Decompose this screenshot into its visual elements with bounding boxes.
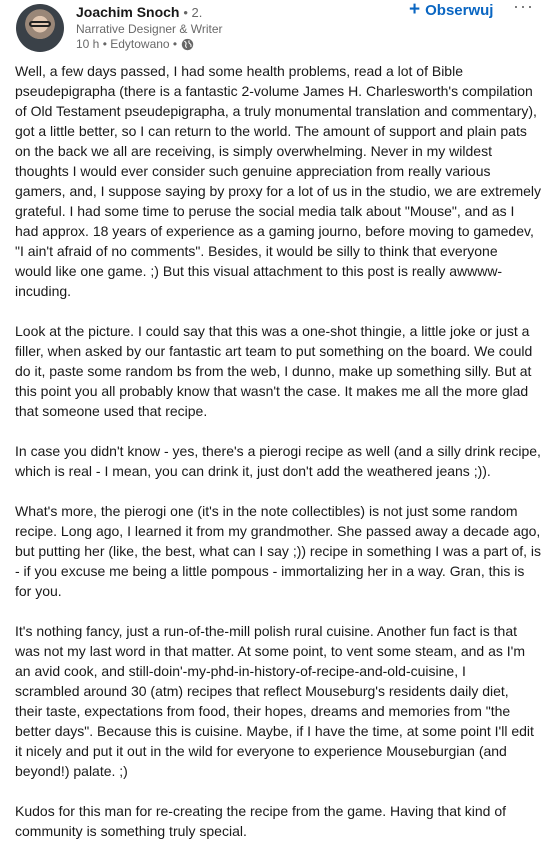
post-text-line: their taste, expectations from food, their hopes, dreams and memories from "the [15, 703, 511, 719]
author-name-line [76, 3, 202, 22]
post-text-line: do it, paste some random bs from the web, I dunno, make up something silly. But at [15, 363, 532, 379]
post-text-line: gamers, and, I suppose saying by proxy for a lot of us in the studio, we are extremely [15, 183, 542, 199]
plus-icon: + [409, 0, 421, 20]
post-text-line: which is real - I mean, you can drink it, just don't add the weathered jeans ;)). [15, 463, 491, 479]
post-meta [76, 37, 194, 52]
post-text-line: got a little better, so I can return to the world. The amount of support and plain pats [15, 123, 527, 139]
author-headline: Narrative Designer & Writer [76, 22, 223, 36]
post-text-line: it nicely and put it out in the wild for everyone to experience Mouseburgian (and [15, 743, 507, 759]
post-text-line: "I ain't afraid of no comments". Besides, it would be silly to think that everyone [15, 243, 498, 259]
paragraph-gap [15, 481, 540, 501]
author-name[interactable]: Joachim Snoch [76, 4, 180, 20]
connection-degree: • 2. [183, 5, 203, 20]
post-text-line: incuding. [15, 283, 72, 299]
post-text-line: for you. [15, 583, 62, 599]
post-text-line: community is something truly special. [15, 823, 247, 839]
post-text-line: an avid cook, and still-doin'-my-phd-in-history-of-recipe-and-old-cuisine, I [15, 663, 466, 679]
post-text-line: Look at the picture. I could say that this was a one-shot thingie, a little joke or just a [15, 323, 530, 339]
post-timestamp: 10 h • Edytowano • [76, 37, 178, 51]
post-text-line: better days". Because this is cuisine. Maybe, if I have the time, at some point I'll edit [15, 723, 534, 739]
follow-button[interactable] [409, 0, 493, 20]
post-text-line: Kudos for this man for re-creating the recipe from the game. Having that kind of [15, 803, 507, 819]
post-text-line: of Old Testament pseudepigrapha, a truly monumental translation and commentary), [15, 103, 537, 119]
post-text-line: It's nothing fancy, just a run-of-the-mill polish rural cuisine. Another fun fact is that [15, 623, 517, 639]
post-text-line: but putting her (like, the best, what can I say ;)) recipe in something I was a part of, is [15, 543, 542, 559]
post-text-line: on the back we all are receiving, is simply overwhelming. Never in my wildest [15, 143, 492, 159]
paragraph-gap [15, 421, 540, 441]
more-options-icon[interactable]: ··· [513, 0, 534, 16]
post-text-line: grateful. I had some time to peruse the social media talk about "Mouse", and as I [15, 203, 515, 219]
post-header [0, 0, 548, 60]
post-text-line: filler, when asked by our fantastic art team to put something on the board. We could [15, 343, 533, 359]
paragraph-gap [15, 601, 540, 621]
post-text-line: would like one game. ;) But this visual attachment to this post is really awwww- [15, 263, 503, 279]
avatar-glasses [29, 21, 51, 27]
post-text-line: Well, a few days passed, I had some health problems, read a lot of Bible [15, 63, 463, 79]
post-text-line: that someone used that recipe. [15, 403, 208, 419]
paragraph-gap [15, 781, 540, 801]
post-text-line: What's more, the pierogi one (it's in the note collectibles) is not just some random [15, 503, 518, 519]
post-text [15, 61, 540, 841]
globe-icon [181, 38, 194, 51]
post-text-line: beyond!) palate. ;) [15, 763, 128, 779]
post-text-line: - if you excuse me being a little pompous - immortalizing her in a way. Gran, this is [15, 563, 525, 579]
post-text-line: scrambled around 30 (atm) recipes that reflect Mouseburg's residents daily diet, [15, 683, 509, 699]
post-text-line: this point you all probably know that wasn't the case. It makes me all the more glad [15, 383, 529, 399]
post-text-line: In case you didn't know - yes, there's a pierogi recipe as well (and a silly drink recipe, [15, 443, 541, 459]
post-text-line: recipe. Long ago, I learned it from my grandmother. She passed away a decade ago, [15, 523, 541, 539]
post-text-line: was not my last word in that matter. At some point, to vent some steam, and as I'm [15, 643, 526, 659]
post-text-line: had approx. 18 years of experience as a gaming journo, before moving to gamedev, [15, 223, 534, 239]
avatar[interactable] [16, 4, 64, 52]
post-text-line: pseudepigrapha (there is a fantastic 2-volume James H. Charlesworth's compilation [15, 83, 533, 99]
post-text-line: thoughts I would ever consider such genuine appreciation from really various [15, 163, 491, 179]
paragraph-gap [15, 301, 540, 321]
follow-label: Obserwuj [425, 1, 494, 19]
